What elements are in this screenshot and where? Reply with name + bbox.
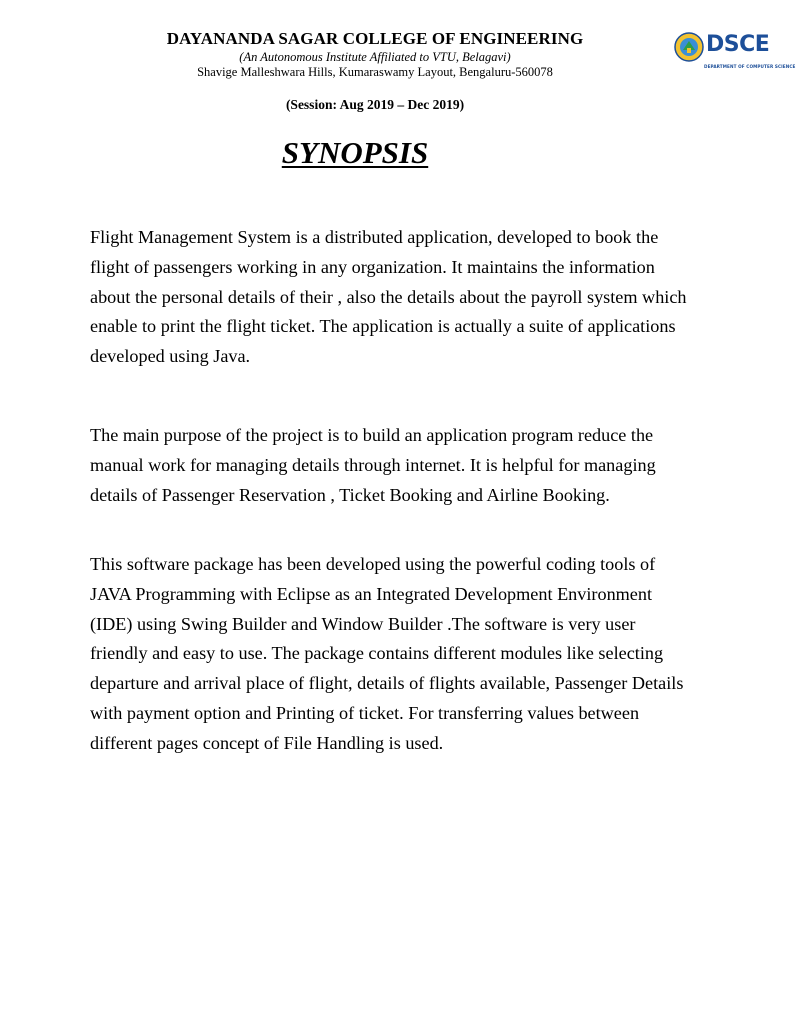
dsce-logo <box>672 30 796 74</box>
session-line: (Session: Aug 2019 – Dec 2019) <box>285 97 465 112</box>
paragraph-2: The main purpose of the project is to build an application program reduce the manual work for managing details through internet. It is helpful for managing details of Passenger Reservation , Ticket Booking and Airline Booking. <box>90 425 656 505</box>
affiliation-line: (An Autonomous Institute Affiliated to VTU, Belagavi) <box>239 50 511 64</box>
college-name: DAYANANDA SAGAR COLLEGE OF ENGINEERING <box>166 29 584 48</box>
logo-subtitle: DEPARTMENT OF COMPUTER SCIENCE <box>704 64 796 69</box>
paragraph-1: Flight Management System is a distributed application, developed to book the flight of passengers working in any organization. It maintains the information about the personal details of their , also the details about the payroll system which enable to print the flight ticket. The application is actually a suite of applications developed using Java. <box>90 227 687 367</box>
document-title: SYNOPSIS <box>281 135 429 170</box>
logo-text: DSCE <box>706 32 770 57</box>
college-emblem-icon <box>674 32 704 62</box>
letterhead <box>100 28 650 80</box>
paragraph-3: This software package has been developed using the powerful coding tools of JAVA Programming with Eclipse as an Integrated Development Environment (IDE) using Swing Builder and Window Builder .The software is very user friendly and easy to use. The package contains different modules like selecting departure and arrival place of flight, details of flights available, Passenger Details with payment option and Printing of ticket. For transferring values between different pages concept of File Handling is used. <box>90 554 684 753</box>
address-line: Shavige Malleshwara Hills, Kumaraswamy Layout, Bengaluru-560078 <box>197 65 553 79</box>
